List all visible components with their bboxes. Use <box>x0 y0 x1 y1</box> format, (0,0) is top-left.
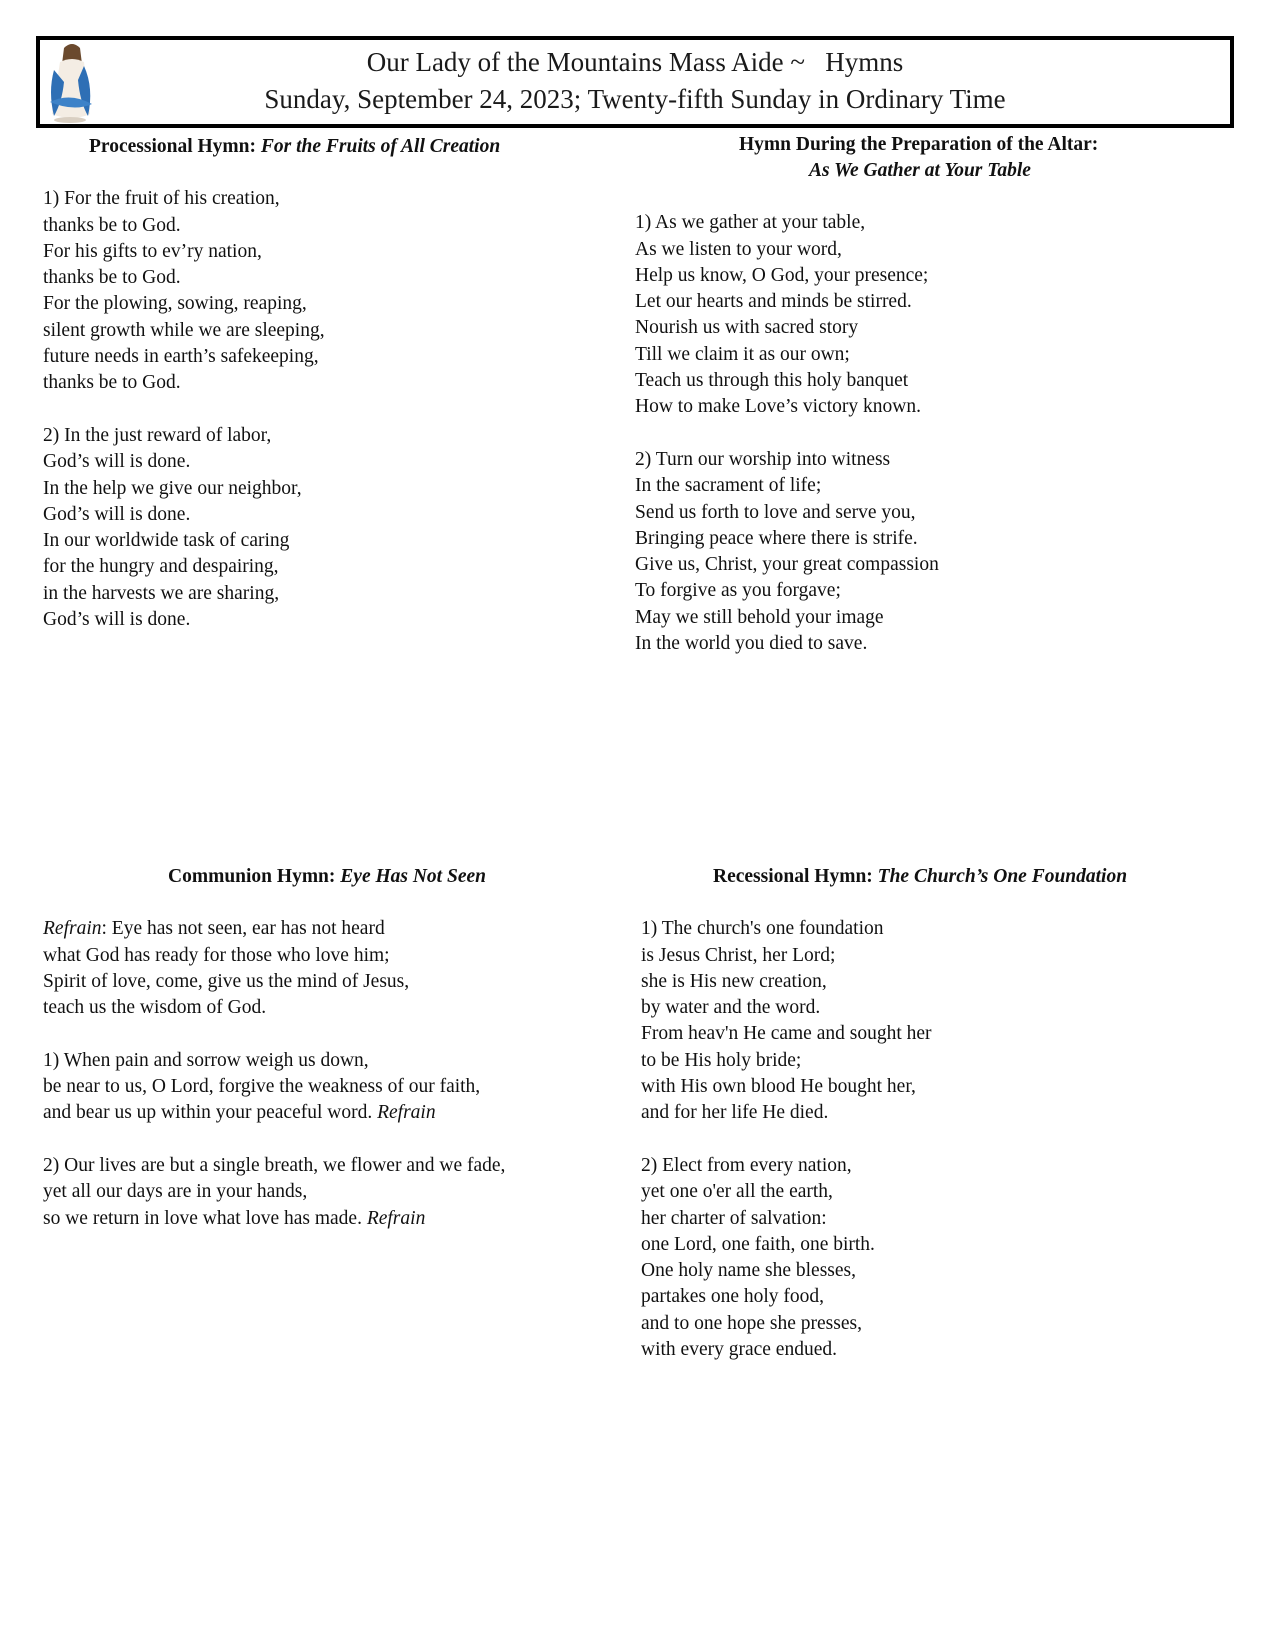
lyric-line: Send us forth to love and serve you, <box>635 501 916 523</box>
lyric-line: in the harvests we are sharing, <box>43 582 280 604</box>
lyric-line: May we still behold your image <box>635 606 884 628</box>
processional-verse-1 <box>43 186 500 396</box>
lyric-line: God’s will is done. <box>43 503 191 525</box>
lyric-line: From heav'n He came and sought her <box>641 1023 932 1045</box>
lyric-line: and to one hope she presses, <box>641 1312 862 1334</box>
lyric-line: God’s will is done. <box>43 451 191 473</box>
lyric-line: In the world you died to save. <box>635 633 868 655</box>
header-box <box>36 36 1234 128</box>
lyric-line: 1) For the fruit of his creation, <box>43 188 280 210</box>
lyric-line: Let our hearts and minds be stirred. <box>635 291 912 313</box>
lyric-line: Till we claim it as our own; <box>635 343 850 365</box>
lyric-line: How to make Love’s victory known. <box>635 396 921 418</box>
lyric-line <box>43 1206 505 1232</box>
hymn-name: The Church’s One Foundation <box>877 866 1128 887</box>
lyric-line: future needs in earth’s safekeeping, <box>43 346 319 368</box>
hymn-label: Recessional Hymn: <box>713 866 873 887</box>
communion-refrain <box>43 916 505 1021</box>
preparation-hymn-name: As We Gather at Your Table <box>809 160 1031 181</box>
hymn-label: Communion Hymn: <box>168 866 336 887</box>
lyric-line: she is His new creation, <box>641 970 827 992</box>
lyric-line: thanks be to God. <box>43 267 181 289</box>
header-date: Sunday, September 24, 2023; Twenty-fifth Sunday in Ordinary Time <box>264 84 1006 114</box>
preparation-verse-2 <box>635 447 1098 657</box>
refrain-cue: Refrain <box>377 1102 436 1124</box>
lyric-line: for the hungry and despairing, <box>43 556 279 578</box>
lyric-line: her charter of salvation: <box>641 1207 827 1229</box>
preparation-verse-1 <box>635 210 1098 420</box>
preparation-hymn-section <box>635 132 1098 657</box>
header-title: Our Lady of the Mountains Mass Aide ~ Hymns <box>366 47 904 77</box>
lyric-line: teach us the wisdom of God. <box>43 997 267 1019</box>
lyric-line: thanks be to God. <box>43 372 181 394</box>
recessional-verse-1 <box>641 916 1127 1126</box>
lyric-line: In our worldwide task of caring <box>43 530 290 552</box>
recessional-hymn-section <box>641 864 1127 1363</box>
refrain-text: : Eye has not seen, ear has not heard <box>101 918 385 940</box>
lyric-line: silent growth while we are sleeping, <box>43 319 325 341</box>
lyric-line: One holy name she blesses, <box>641 1260 856 1282</box>
lyric-line: Nourish us with sacred story <box>635 317 859 339</box>
lyric-line: As we listen to your word, <box>635 238 842 260</box>
lyric-line: with every grace endued. <box>641 1339 837 1361</box>
lyric-line: To forgive as you forgave; <box>635 580 841 602</box>
refrain-cue: Refrain <box>366 1207 426 1229</box>
hymn-name: Eye Has Not Seen <box>340 866 486 887</box>
lyric-line: be near to us, O Lord, forgive the weakness of our faith, <box>43 1076 481 1098</box>
lyric-line: Give us, Christ, your great compassion <box>635 554 939 576</box>
lyric-line: Spirit of love, come, give us the mind of Jesus, <box>43 970 410 992</box>
lyric-line: 2) Our lives are but a single breath, we flower and we fade, <box>43 1154 506 1176</box>
lyric-line: partakes one holy food, <box>641 1286 825 1308</box>
hymn-label: Processional Hymn: <box>89 136 257 157</box>
communion-hymn-section <box>43 864 505 1232</box>
lyric-line: In the help we give our neighbor, <box>43 477 302 499</box>
lyric-line: yet all our days are in your hands, <box>43 1181 308 1203</box>
lyric-line: For the plowing, sowing, reaping, <box>43 293 307 315</box>
lyric-line: In the sacrament of life; <box>635 475 822 497</box>
lyric-line: thanks be to God. <box>43 214 181 236</box>
lyric-line: 1) When pain and sorrow weigh us down, <box>43 1049 369 1071</box>
lyric-line: by water and the word. <box>641 997 821 1019</box>
lyric-text: so we return in love what love has made. <box>43 1207 367 1229</box>
communion-verse-1 <box>43 1048 505 1127</box>
lyric-line: 2) Elect from every nation, <box>641 1154 852 1176</box>
lyric-line: 2) In the just reward of labor, <box>43 424 272 446</box>
lyric-line: what God has ready for those who love him; <box>43 944 390 966</box>
lyric-line: God’s will is done. <box>43 609 191 631</box>
lyric-line: is Jesus Christ, her Lord; <box>641 944 836 966</box>
lyric-line: yet one o'er all the earth, <box>641 1181 833 1203</box>
lyric-line: and for her life He died. <box>641 1102 829 1124</box>
communion-verse-2 <box>43 1153 505 1232</box>
lyric-line: with His own blood He bought her, <box>641 1076 916 1098</box>
refrain-word: Refrain <box>43 918 102 940</box>
lyric-line: Bringing peace where there is strife. <box>635 527 918 549</box>
lyric-line: to be His holy bride; <box>641 1049 802 1071</box>
lyric-line <box>43 1100 505 1126</box>
lyric-line: 1) As we gather at your table, <box>635 212 866 234</box>
hymn-name: For the Fruits of All Creation <box>260 136 501 157</box>
processional-hymn-section <box>43 134 500 633</box>
lyric-text: and bear us up within your peaceful word. <box>43 1102 378 1124</box>
communion-hymn-title <box>43 864 505 890</box>
processional-verse-2 <box>43 423 500 633</box>
recessional-verse-2 <box>641 1153 1127 1363</box>
recessional-hymn-title <box>641 864 1127 890</box>
lyric-line: Teach us through this holy banquet <box>635 370 909 392</box>
lyric-line: Help us know, O God, your presence; <box>635 264 929 286</box>
lyric-line: 2) Turn our worship into witness <box>635 448 891 470</box>
preparation-hymn-label: Hymn During the Preparation of the Altar: <box>739 134 1099 155</box>
processional-hymn-title <box>43 134 500 160</box>
lyric-line: one Lord, one faith, one birth. <box>641 1233 875 1255</box>
lyric-line: 1) The church's one foundation <box>641 918 884 940</box>
lyric-line <box>43 916 505 942</box>
lyric-line: For his gifts to ev’ry nation, <box>43 240 262 262</box>
